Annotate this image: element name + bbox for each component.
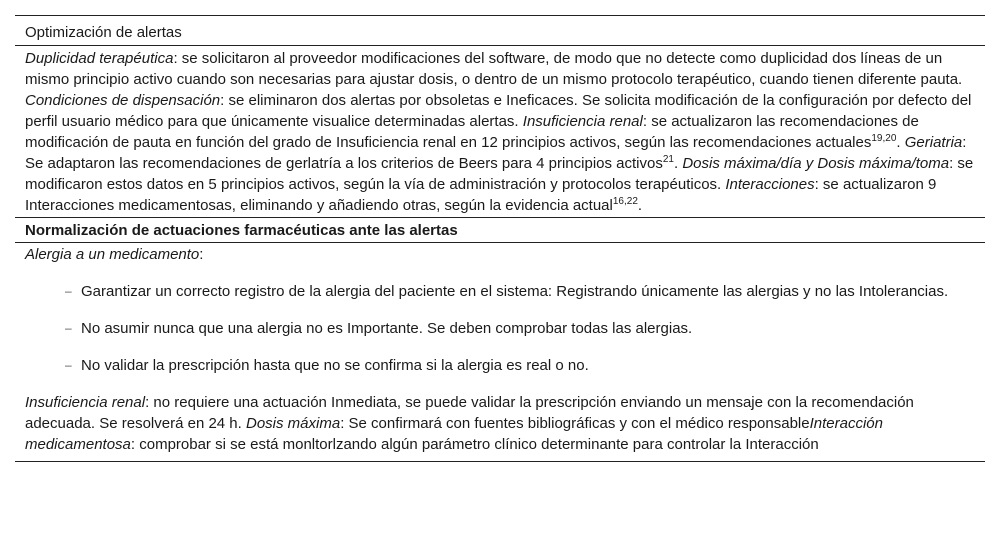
ref-19-20: 19,20 <box>871 133 897 144</box>
ref-16-22: 16,22 <box>612 196 638 207</box>
term-insuficiencia-renal-2: Insuficiencia renal <box>25 394 146 411</box>
ref-21: 21 <box>662 154 674 165</box>
normalizacion-body <box>15 243 985 462</box>
list-item: – No validar la prescripción hasta que no se confirma si la alergia es real o no. <box>65 355 975 376</box>
term-interaccion: Interacción medicamentosa <box>25 415 883 453</box>
text-dosis-maxima-2: : Se confirmará con fuentes bibliográficas y con el médico responsable <box>340 415 810 432</box>
term-geriatria: Geriatria <box>904 134 963 151</box>
section-normalizacion-header <box>15 217 985 243</box>
alergia-list <box>25 281 975 376</box>
term-alergia: Alergia a un medicamento <box>25 246 200 263</box>
sep-geriatria: . <box>896 134 905 151</box>
text-geriatria: : Se adaptaron las recomendaciones de gerlatría a los criterios de Beers para 4 principios activos <box>25 134 967 172</box>
term-interacciones: Interacciones <box>725 176 815 193</box>
table-header <box>15 15 985 46</box>
header-title: Optimización de alertas <box>25 24 182 41</box>
text-dosis-maxima: : se modificaron estos datos en 5 principios activos, según la vía de administración y protocolos terapéuticos. <box>25 155 974 193</box>
text-duplicidad: : se solicitaron al proveedor modificaciones del software, de modo que no detecte como duplicidad dos líneas de un mismo principio activo cuando son necesarias para ajustar dosis, o dentro de un mismo protocolo terapéutico, cuando tienen diferente pauta. <box>25 50 963 88</box>
text-interaccion: : comprobar si se está monltorlzando algún parámetro clínico determinante para controlar la Interacción <box>130 436 819 453</box>
term-dosis-maxima: Dosis máxima/día y Dosis máxima/toma <box>682 155 950 172</box>
text-interacciones: : se actualizaron 9 Interacciones medicamentosas, eliminando y añadiendo otras, según la evidencia actual <box>25 176 937 214</box>
alerts-table <box>15 15 985 462</box>
term-duplicidad: Duplicidad terapéutica <box>25 50 174 67</box>
term-dosis-maxima-2: Dosis máxima <box>246 415 341 432</box>
text-insuficiencia-renal-2: : no requiere una actuación Inmediata, se puede validar la prescripción enviando un mensaje con la recomendación adecuada. Se resolverá en 24 h. <box>25 394 914 432</box>
text-dispensacion: : se eliminaron dos alertas por obsoletas e Ineficaces. Se solicita modificación de la configuración por defecto del perfil usuario médico para que únicamente visualice determinadas alertas. <box>25 92 972 130</box>
term-insuficiencia-renal: Insuficiencia renal <box>522 113 643 130</box>
section-title: Normalización de actuaciones farmacéuticas ante las alertas <box>25 222 458 239</box>
text-insuficiencia-renal: : se actualizaron las recomendaciones de modificación de pauta en función del grado de Insuficiencia renal en 12 principios activos, según las recomendaciones actuales <box>25 113 919 151</box>
alergia-colon: : <box>199 246 204 263</box>
term-dispensacion: Condiciones de dispensación <box>25 92 221 109</box>
list-item: – No asumir nunca que una alergia no es Importante. Se deben comprobar todas las alergias. <box>65 318 975 339</box>
alergia-heading <box>25 244 975 265</box>
list-item: – Garantizar un correcto registro de la alergia del paciente en el sistema: Registrando únicamente las alergias y no las Intolerancias. <box>65 281 975 302</box>
sep-dosis: . <box>673 155 683 172</box>
optimizacion-paragraph <box>15 46 985 217</box>
normalizacion-paragraph <box>25 392 975 455</box>
text-end: . <box>637 197 643 214</box>
